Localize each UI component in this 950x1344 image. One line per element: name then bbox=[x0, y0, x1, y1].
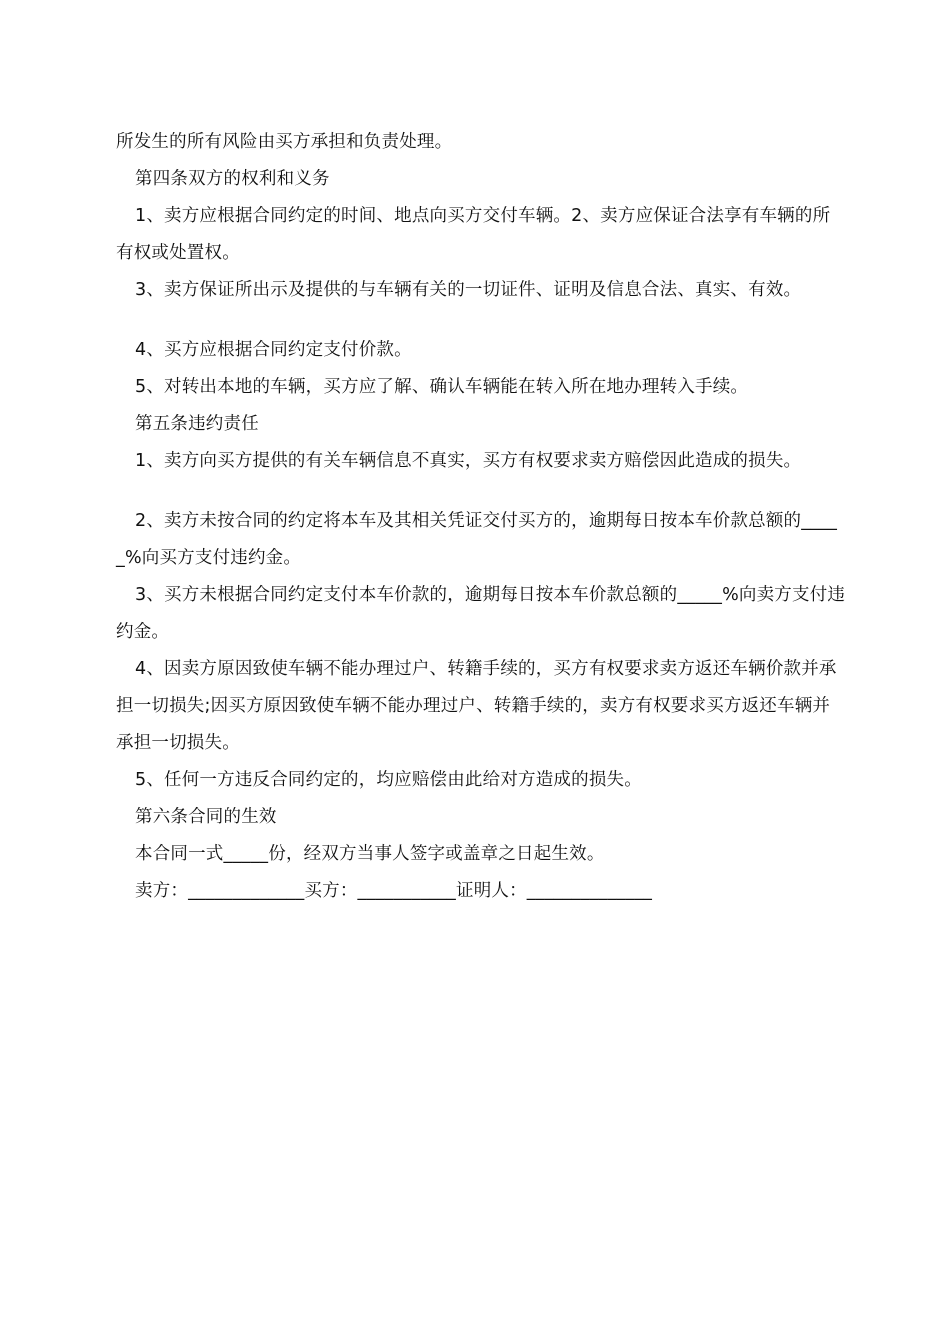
paragraph-article-6-copies: 本合同一式_____份，经双方当事人签字或盖章之日起生效。 bbox=[135, 844, 605, 864]
heading-article-4: 第四条双方的权利和义务 bbox=[135, 169, 330, 189]
document-body bbox=[116, 124, 846, 910]
paragraph-article-4-item-3: 3、卖方保证所出示及提供的与车辆有关的一切证件、证明及信息合法、真实、有效。 bbox=[135, 280, 802, 300]
signature-line: 卖方：_____________买方：___________证明人：______________ bbox=[135, 881, 653, 901]
heading-article-6: 第六条合同的生效 bbox=[135, 807, 277, 827]
paragraph-article-5-item-4: 4、因卖方原因致使车辆不能办理过户、转籍手续的，买方有权要求卖方返还车辆价款并承担一切损失;因买方原因致使车辆不能办理过户、转籍手续的，卖方有权要求买方返还车辆并承担一切损失。 bbox=[116, 659, 837, 753]
paragraph-article-5-item-5: 5、任何一方违反合同约定的，均应赔偿由此给对方造成的损失。 bbox=[135, 770, 642, 790]
paragraph-article-4-item-1-2: 1、卖方应根据合同约定的时间、地点向买方交付车辆。2、卖方应保证合法享有车辆的所有权或处置权。 bbox=[116, 206, 831, 263]
paragraph-article-5-item-1: 1、卖方向买方提供的有关车辆信息不真实，买方有权要求卖方赔偿因此造成的损失。 bbox=[135, 451, 802, 471]
paragraph-risk-responsibility: 所发生的所有风险由买方承担和负责处理。 bbox=[116, 132, 453, 152]
heading-article-5: 第五条违约责任 bbox=[135, 414, 259, 434]
paragraph-article-5-item-3: 3、买方未根据合同约定支付本车价款的，逾期每日按本车价款总额的_____%向卖方支付违约金。 bbox=[116, 585, 846, 642]
paragraph-article-4-item-4: 4、买方应根据合同约定支付价款。 bbox=[135, 340, 412, 360]
paragraph-article-5-item-2: 2、卖方未按合同的约定将本车及其相关凭证交付买方的，逾期每日按本车价款总额的_____%向买方支付违约金。 bbox=[116, 511, 838, 568]
paragraph-article-4-item-5: 5、对转出本地的车辆，买方应了解、确认车辆能在转入所在地办理转入手续。 bbox=[135, 377, 749, 397]
